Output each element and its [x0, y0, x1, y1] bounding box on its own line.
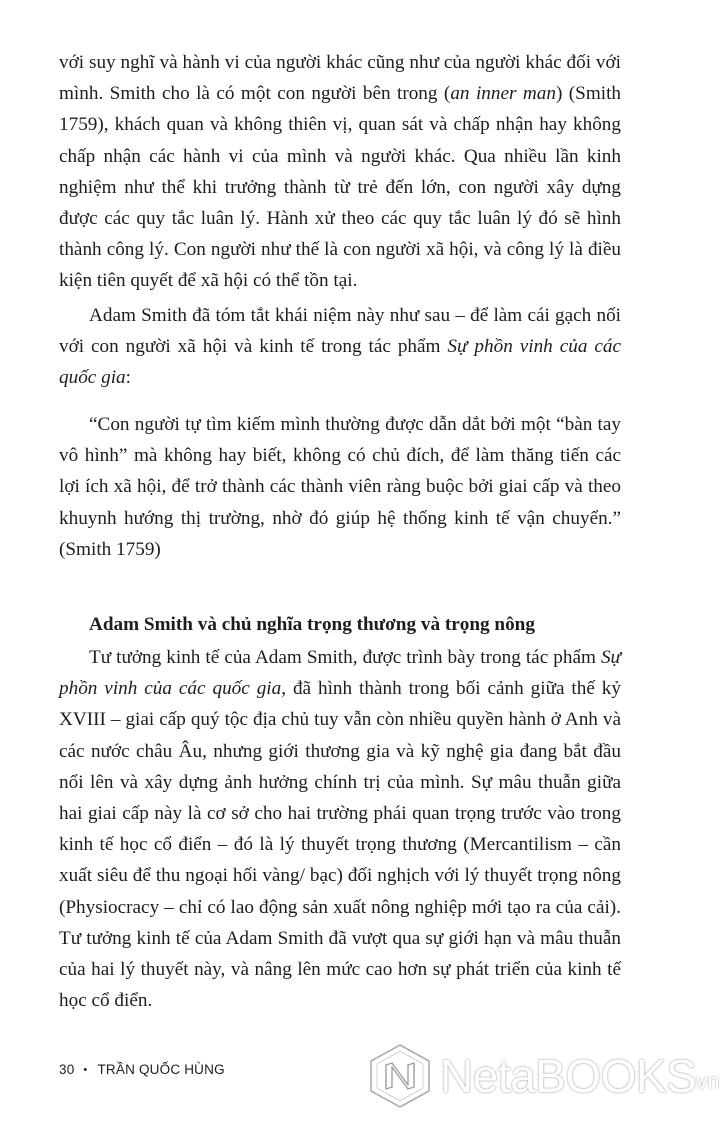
- watermark-suffix: vn: [696, 1069, 720, 1094]
- watermark-brand: NetaBOOKS: [440, 1050, 697, 1102]
- paragraph: [59, 47, 621, 297]
- italic-text: an inner man: [450, 83, 556, 105]
- watermark: [368, 1043, 720, 1109]
- text-run: :: [125, 367, 131, 389]
- italic-text: Sự phồn vinh của các quốc gia: [59, 647, 621, 700]
- section-heading: Adam Smith và chủ nghĩa trọng thương và trọng nông: [89, 614, 535, 635]
- text-run: “Con người tự tìm kiếm mình thường được dẫn dắt bởi một “bàn tay vô hình” mà không hay biết, không có chủ đích, để làm thăng tiến các lợi ích xã hội, để trở thành các thành viên ràng buộc bởi giai cấp và theo khuynh hướng thị trường, nhờ đó giúp hệ thống kinh tế vận chuyển.” (Smith 1759): [59, 414, 621, 560]
- text-run: Adam Smith đã tóm tắt khái niệm này như sau – để làm cái gạch nối với con người xã hội và kinh tế trong tác phẩm: [59, 305, 621, 358]
- hexagon-n-logo-icon: [368, 1043, 432, 1109]
- text-run: Tư tưởng kinh tế của Adam Smith, được trình bày trong tác phẩm: [89, 647, 601, 668]
- page-footer: [59, 1062, 225, 1077]
- footer-separator: •: [83, 1063, 88, 1076]
- author-name: TRẦN QUỐC HÙNG: [97, 1062, 225, 1077]
- page-number: 30: [59, 1062, 75, 1077]
- text-run: , đã hình thành trong bối cảnh giữa thế kỷ XVIII – giai cấp quý tộc địa chủ tuy vẫn còn nhiều quyền hành ở Anh và các nước châu Âu, nhưng giới thương gia và kỹ nghệ gia đang bắt đầu nổi lên và xây dựng ảnh hưởng chính trị của mình. Sự mâu thuẫn giữa hai giai cấp này là cơ sở cho hai trường phái quan trọng trước vào trong kinh tế học cổ điển – đó là lý thuyết trọng thương (Mercantilism – cần xuất siêu để thu ngoại hối vàng/ bạc) đối nghịch với lý thuyết trọng nông (Physiocracy – chỉ có lao động sản xuất nông nghiệp mới tạo ra của cải). Tư tưởng kinh tế của Adam Smith đã vượt qua sự giới hạn và mâu thuẫn của hai lý thuyết này, và nâng lên mức cao hơn sự phát triển của kinh tế học cổ điển.: [59, 678, 621, 1012]
- quote-paragraph: [59, 409, 621, 565]
- text-run: ) (Smith 1759), khách quan và không thiên vị, quan sát và chấp nhận hay không chấp nhận các hành vi của mình và người khác. Qua nhiều lần kinh nghiệm như thể khi trưởng thành từ trẻ đến lớn, con người xây dựng được các quy tắc luân lý. Hành xử theo các quy tắc luân lý đó sẽ hình thành công lý. Con người như thế là con người xã hội, và công lý là điều kiện tiên quyết để xã hội có thể tồn tại.: [59, 83, 622, 292]
- text-run: với suy nghĩ và hành vi của người khác cũng như của người khác đối với mình. Smith cho là có một con người bên trong (: [59, 52, 621, 105]
- paragraph: [59, 642, 621, 1016]
- paragraph: [59, 300, 621, 394]
- italic-text: Sự phồn vinh của các quốc gia: [59, 336, 621, 389]
